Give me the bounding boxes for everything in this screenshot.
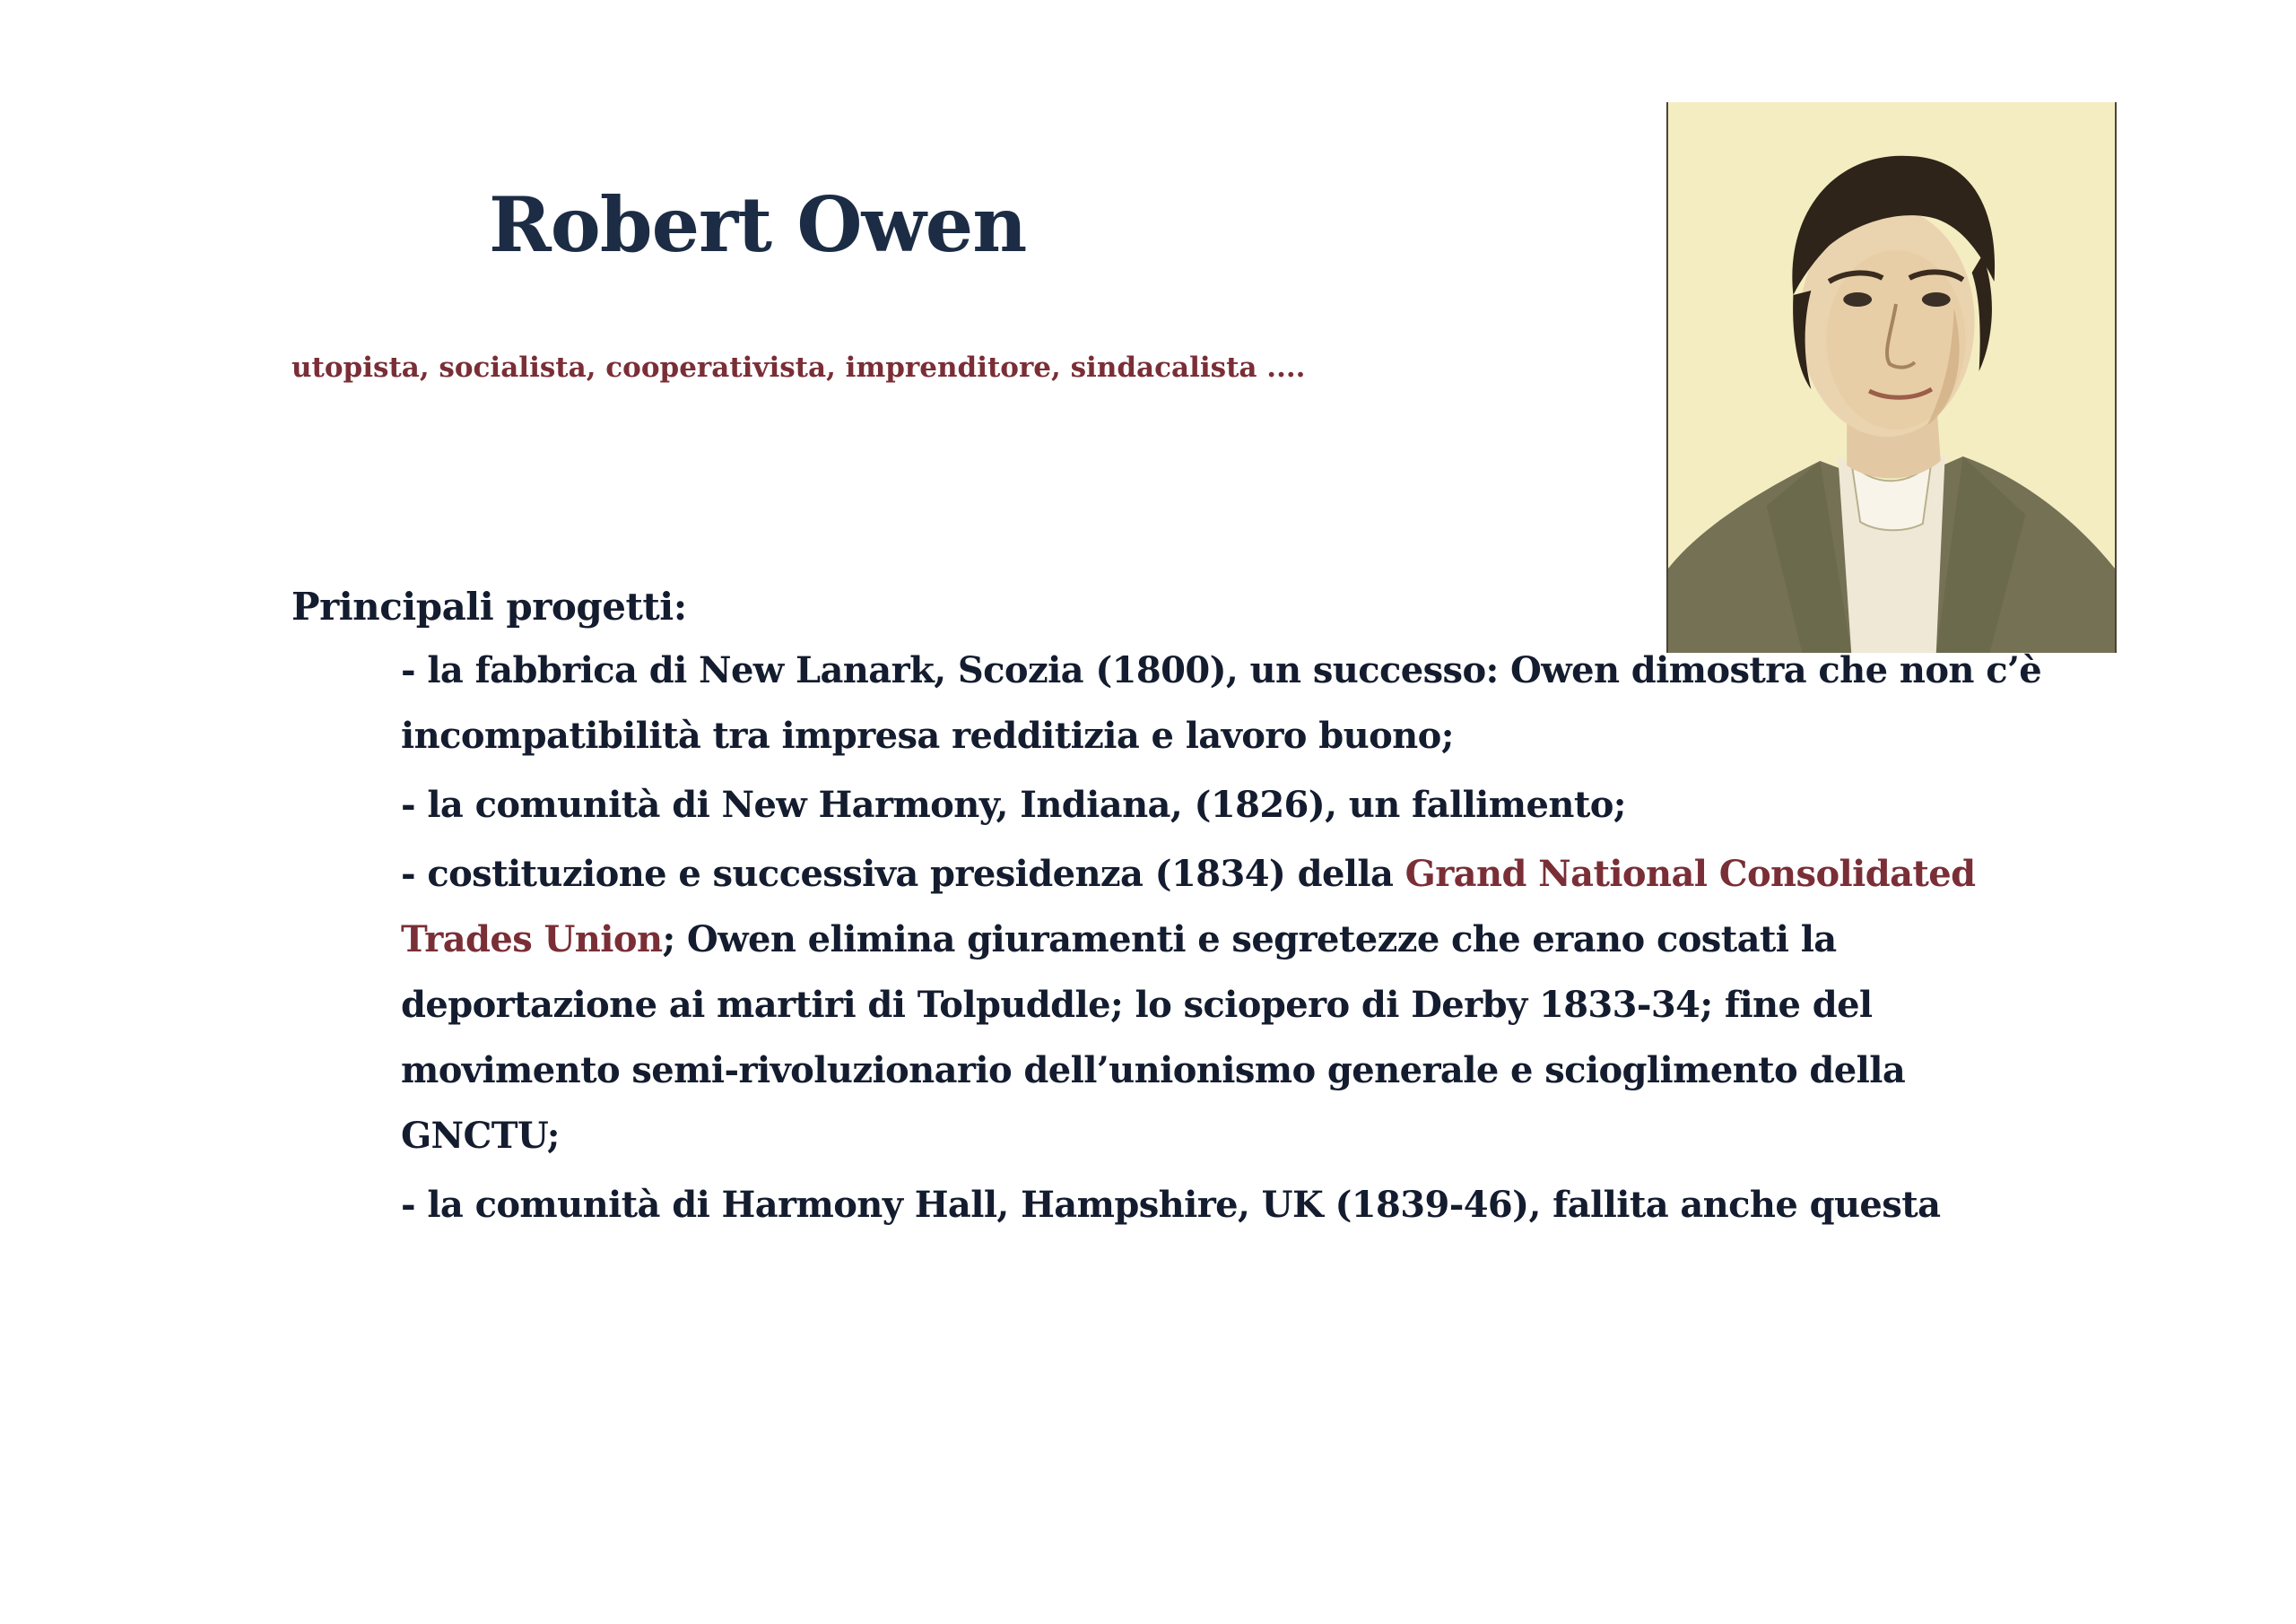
project-item-gnctu [401, 841, 2067, 1168]
project-item-harmony-hall: - la comunità di Harmony Hall, Hampshire, UK (1839-46), fallita anche questa [401, 1184, 1941, 1226]
projects-heading: Principali progetti: [291, 585, 687, 629]
project-item-new-harmony: - la comunità di New Harmony, Indiana, (1826), un fallimento; [401, 784, 1626, 826]
gnctu-details: ; Owen elimina giuramenti e segretezze che erano costati la deportazione ai martiri di Tolpuddle; lo sciopero di Derby 1833-34; fine del movimento semi-rivoluzionario dell’unionismo generale e scioglimento della GNCTU; [401, 918, 1906, 1157]
portrait-engraving-icon [1668, 102, 2115, 653]
gnctu-intro: - costituzione e successiva presidenza (1834) della [401, 853, 1405, 895]
page-subtitle: utopista, socialista, cooperativista, imprenditore, sindacalista .... [291, 352, 1306, 384]
project-item-new-lanark: - la fabbrica di New Lanark, Scozia (1800), un successo: Owen dimostra che non c’è incompatibilità tra impresa redditizia e lavoro buono; [401, 649, 2042, 757]
projects-section [291, 585, 2067, 1241]
gnctu-name: Grand National Consolidated Trades Union [401, 853, 1976, 960]
portrait-image [1666, 102, 2117, 653]
page-title: Robert Owen [489, 180, 1027, 269]
